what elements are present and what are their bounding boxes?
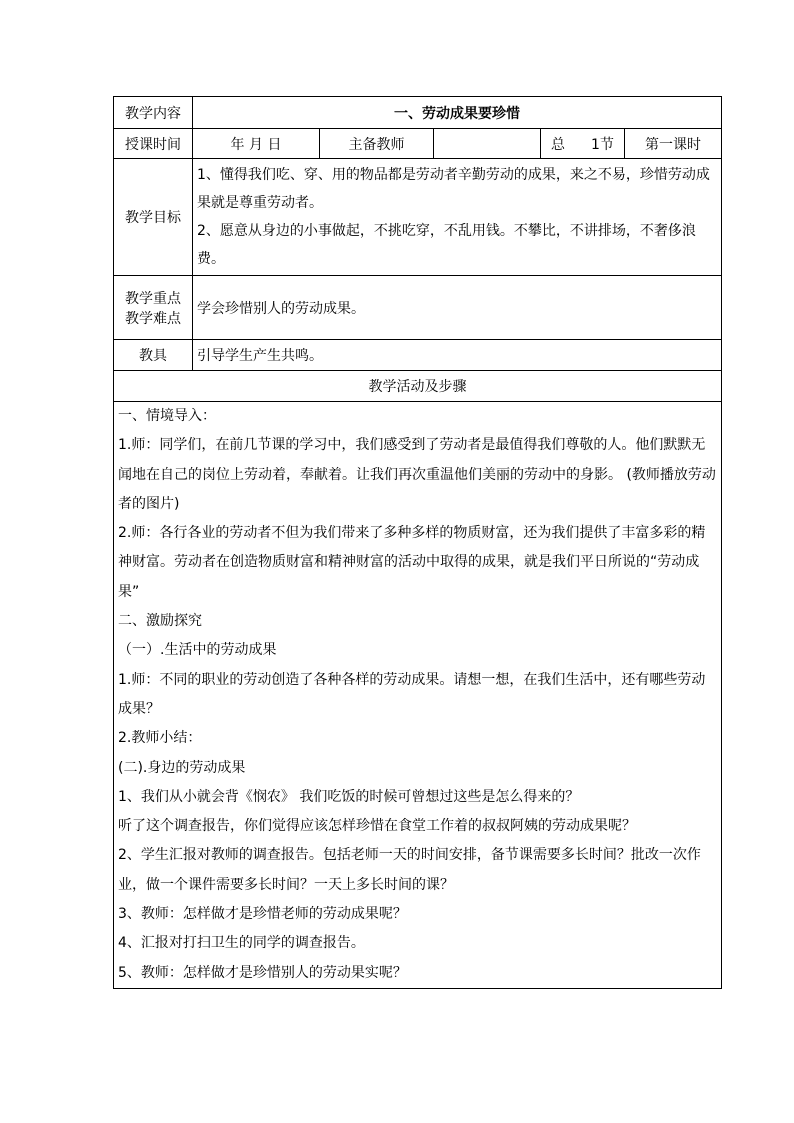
row-goals [114,159,722,276]
total-label: 总 [551,136,566,153]
step-item: 1、我们从小就会背《悯农》 我们吃饭的时候可曾想过这些是怎么得来的？ [118,788,580,805]
key-label-cell [114,276,193,340]
total-value: 1节 [591,136,614,153]
date-month: 月 [249,136,263,153]
row-activity-steps [114,402,722,989]
key-label-1: 教学重点 [125,290,181,307]
lesson-number: 第一课时 [625,129,722,159]
step-heading: 一、情境导入： [118,408,216,424]
total-cell [541,129,625,159]
row-content [114,97,722,129]
step-heading: 二、激励探究 [118,613,202,630]
content-label: 教学内容 [114,97,193,129]
teacher-value [434,129,541,159]
step-item: 2、学生汇报对教师的调查报告。包括老师一天的时间安排，备节课需要多长时间？批改一次作业，做一个课件需要多长时间？一天上多长时间的课？ [118,847,701,893]
key-label-2: 教学难点 [125,310,181,327]
activity-header: 教学活动及步骤 [114,371,722,402]
row-activity-header [114,371,722,402]
row-tools [114,340,722,371]
step-item: 1.师：同学们，在前几节课的学习中，我们感受到了劳动者是最值得我们尊敬的人。他们默默无闻地在自己的岗位上劳动着，奉献着。让我们再次重温他们美丽的劳动中的身影。 (教师播放劳动者的图片) [118,437,716,512]
step-item: 4、汇报对打扫卫生的同学的调查报告。 [118,935,365,952]
goals-cell [193,159,722,276]
activity-steps [114,402,722,989]
tools-label: 教具 [114,340,193,371]
date-cell [193,129,320,159]
goals-label: 教学目标 [114,159,193,276]
goal-item: 1、懂得我们吃、穿、用的物品都是劳动者辛勤劳动的成果，来之不易，珍惜劳动成果就是尊重劳动者。 [197,167,710,211]
step-item: 1.师：不同的职业的劳动创造了各种各样的劳动成果。请想一想，在我们生活中，还有哪些劳动成果？ [118,671,706,717]
tools-text: 引导学生产生共鸣。 [193,340,722,371]
step-subheading: (二).身边的劳动成果 [118,759,246,776]
goal-item: 2、愿意从身边的小事做起，不挑吃穿，不乱用钱。不攀比，不讲排场，不奢侈浪费。 [197,223,696,267]
key-text: 学会珍惜别人的劳动成果。 [193,276,722,340]
row-time [114,129,722,159]
lesson-plan-table [113,96,722,989]
step-subheading: （一）.生活中的劳动成果 [118,642,277,659]
teacher-label: 主备教师 [320,129,434,159]
step-item: 3、教师：怎样做才是珍惜老师的劳动成果呢？ [118,906,407,923]
step-item: 听了这个调查报告，你们觉得应该怎样珍惜在食堂工作着的叔叔阿姨的劳动成果呢？ [118,818,636,835]
step-item: 2.师：各行各业的劳动者不但为我们带来了多种多样的物质财富，还为我们提供了丰富多彩的精神财富。劳动者在创造物质财富和精神财富的活动中取得的成果，就是我们平日所说的“劳动成果” [118,525,706,600]
time-label: 授课时间 [114,129,193,159]
date-year: 年 [230,136,245,153]
step-item: 5、教师：怎样做才是珍惜别人的劳动果实呢？ [118,964,407,981]
content-title: 一、劳动成果要珍惜 [193,97,722,129]
step-item: 2.教师小结： [118,730,202,747]
date-day: 日 [267,136,282,153]
row-key-points [114,276,722,340]
